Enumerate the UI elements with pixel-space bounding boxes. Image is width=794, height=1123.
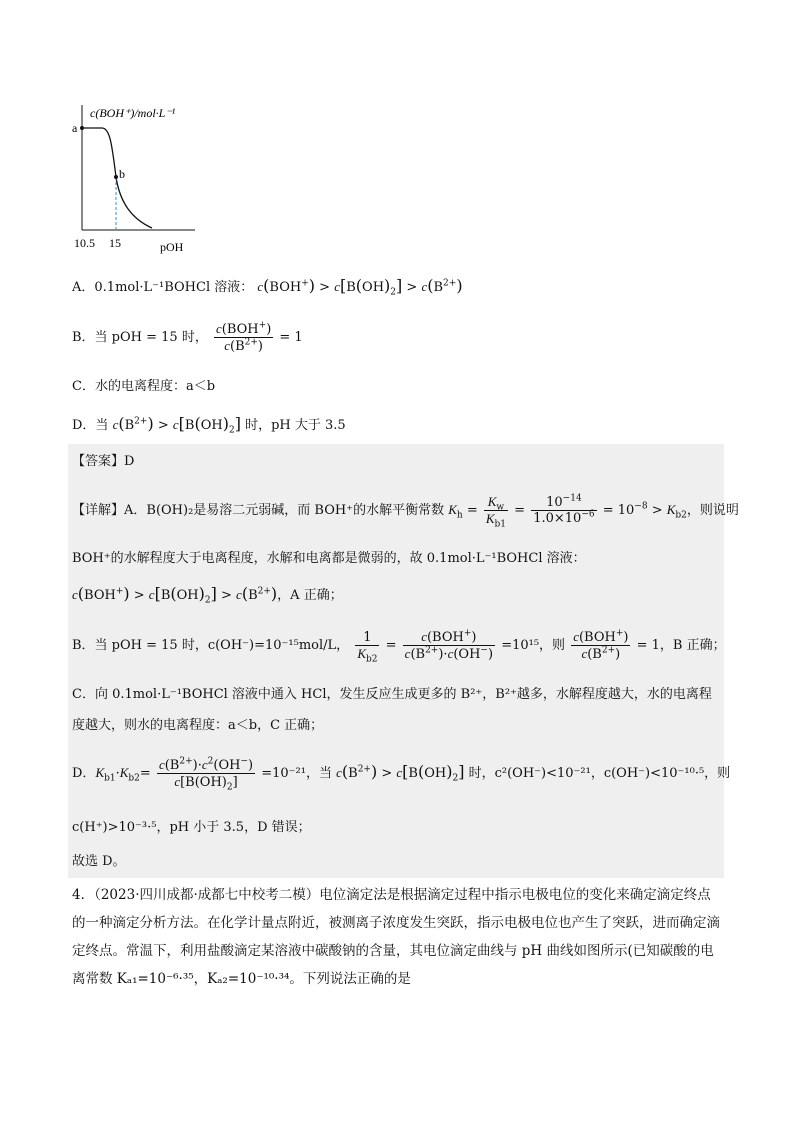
point-b-dot: [114, 175, 118, 179]
x-axis-label: pOH: [160, 240, 184, 254]
explanation-line-7: D．$K_{b1}\cdot K_{b2}=$ $\frac{c(B^{2+})\cdot c^2(OH^-)}{c[B(OH)_2]}$ =10⁻²¹，当 $c(B^{2+}) > c[B(OH)_2]$ 时，c²(OH⁻)<10⁻²¹，c(OH⁻)<10⁻¹⁰·⁵，则: [72, 756, 731, 793]
point-a-dot: [80, 126, 84, 130]
question-4: 4．（2023·四川成都·成都七中校考二模）电位滴定法是根据滴定过程中指示电极电位的变化来确定滴定终点的一种滴定分析方法。在化学计量点附近，被测离子浓度发生突跃，指示电极电位也产生了突跃，进而确定滴定终点。常温下，利用盐酸滴定某溶液中碳酸钠的含量，其电位滴定曲线与 pH 曲线如图所示(已知碳酸的电离常数 Kₐ₁=10⁻⁶·³⁵，Kₐ₂=10⁻¹⁰·³⁴。下列说法正确的是: [72, 887, 720, 987]
concentration-pOH-chart: [60, 95, 210, 260]
explanation-line-8: c(H⁺)>10⁻³·⁵，pH 小于 3.5，D 错误；: [72, 820, 311, 835]
explanation-line-3: $c(BOH^+) > c[B(OH)_2] > c(B^{2+})$，A 正确；: [72, 584, 343, 606]
y-axis-label: c(BOH⁺)/mol·L⁻¹: [90, 106, 176, 120]
point-a-label: a: [72, 121, 78, 135]
explanation-line-4: B．当 pOH = 15 时，c(OH⁻)=10⁻¹⁵mol/L， $\frac{1}{K_{b2}}$ = $\frac{c(BOH^+)}{c(B^{2+})\cdot c(OH^-)}$ =10¹⁵，则 $\frac{c(BOH^+)}{c(B^{2+})}$ = 1，B 正确；: [72, 628, 726, 665]
answer-title: 【答案】D: [72, 454, 135, 469]
option-d: D．当 $c(B^{2+}) > c[B(OH)_2]$ 时，pH 大于 3.5: [72, 414, 346, 436]
explanation-line-2: BOH⁺的水解程度大于电离程度，水解和电离都是微弱的，故 0.1mol·L⁻¹BOHCl 溶液：: [72, 551, 586, 566]
explanation-line-6: 度越大，则水的电离程度：a＜b，C 正确；: [72, 718, 324, 733]
explanation-line-5: C．向 0.1mol·L⁻¹BOHCl 溶液中通入 HCl，发生反应生成更多的 B²⁺，B²⁺越多，水解程度越大，水的电离程: [72, 687, 712, 702]
x-tick-1: 10.5: [74, 236, 95, 250]
x-tick-2: 15: [109, 236, 121, 250]
explanation-line-1: 【详解】A．B(OH)₂是易溶二元弱碱，而 BOH⁺的水解平衡常数 $K_h$ = $\frac{K_w}{K_{b1}}$ = $\frac{10^{-14}}{1.0\times 10^{-6}}$ = $10^{-8} > K_{b2}$，则说明: [72, 493, 739, 530]
option-a: A．0.1mol·L⁻¹BOHCl 溶液： $c(BOH^+) > c[B(OH)_2] > c(B^{2+})$: [72, 276, 463, 298]
point-b-label: b: [119, 167, 125, 181]
option-b: B．当 pOH = 15 时， $\frac{c(BOH^+)}{c(B^{2+})}$ = 1: [72, 320, 303, 354]
option-c: C．水的电离程度：a＜b: [72, 379, 216, 394]
explanation-line-9: 故选 D。: [72, 854, 126, 869]
